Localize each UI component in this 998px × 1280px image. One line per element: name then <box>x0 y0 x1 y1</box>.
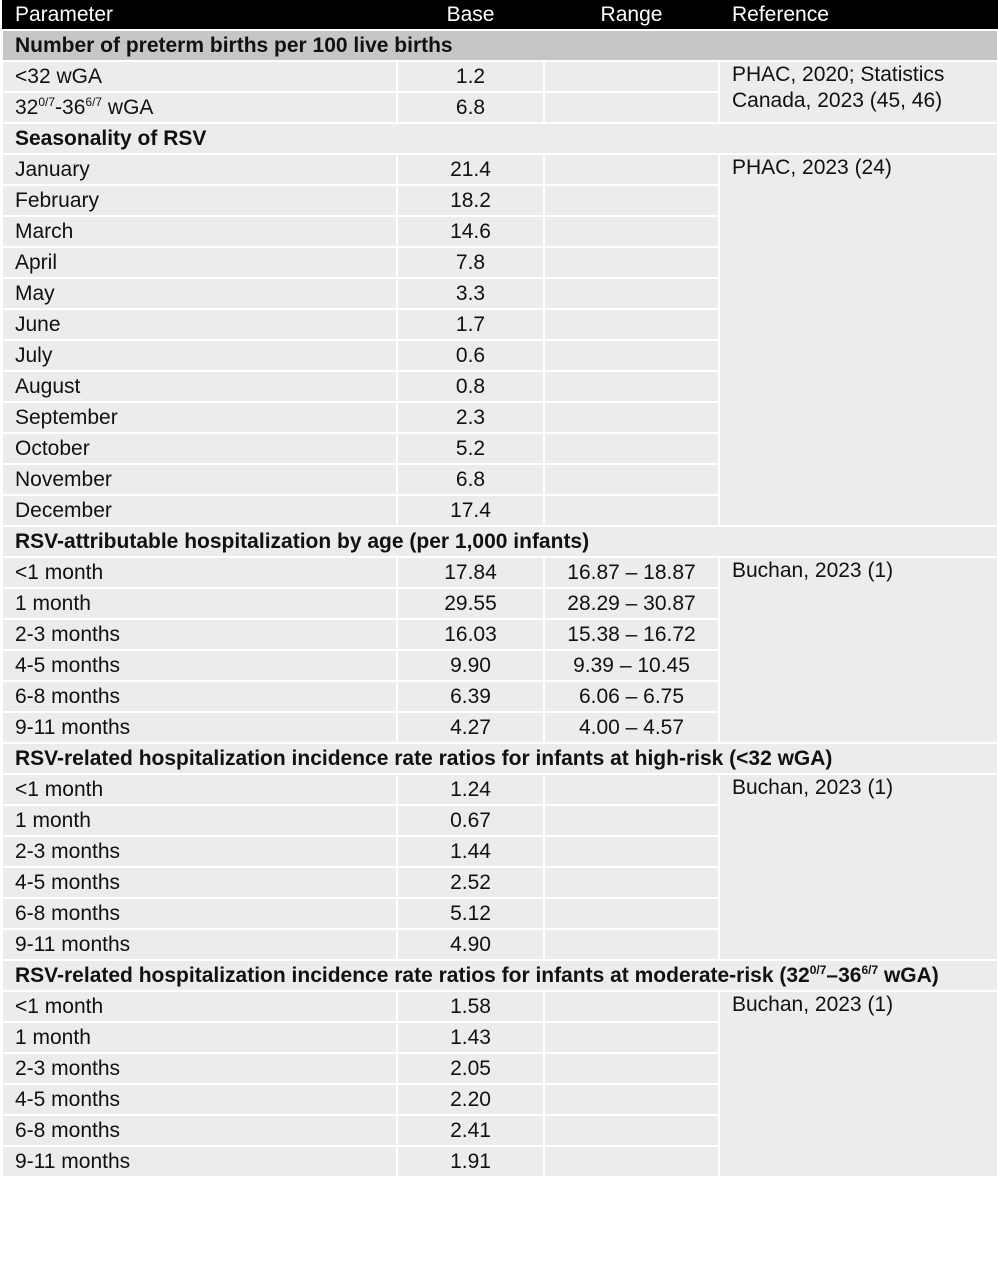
section-title: Number of preterm births per 100 live births <box>2 30 998 61</box>
table-header-row <box>2 0 998 30</box>
row-base: 0.8 <box>397 371 544 402</box>
row-label: 4-5 months <box>2 867 397 898</box>
row-reference: Buchan, 2023 (1) <box>719 557 998 743</box>
row-label: <32 wGA <box>2 61 397 92</box>
row-base: 0.6 <box>397 340 544 371</box>
row-range <box>544 371 719 402</box>
row-label: 2-3 months <box>2 836 397 867</box>
row-range <box>544 216 719 247</box>
section-preterm <box>2 30 998 61</box>
row-base: 1.2 <box>397 61 544 92</box>
row-label: December <box>2 495 397 526</box>
row-label: $32^{0/7}-36^{6/7}$ wGA <box>2 92 397 123</box>
row-base: 6.8 <box>397 92 544 123</box>
row-label: February <box>2 185 397 216</box>
table-row <box>2 774 998 805</box>
row-label: 4-5 months <box>2 1084 397 1115</box>
row-base: 1.44 <box>397 836 544 867</box>
row-range <box>544 309 719 340</box>
row-label: <1 month <box>2 774 397 805</box>
section-title: RSV-related hospitalization incidence rate ratios for infants at high-risk (<32 wGA) <box>2 743 998 774</box>
header-range: Range <box>544 0 719 30</box>
row-range <box>544 1115 719 1146</box>
row-range <box>544 61 719 92</box>
table-row <box>2 991 998 1022</box>
row-range <box>544 774 719 805</box>
row-base: 18.2 <box>397 185 544 216</box>
row-base: 6.39 <box>397 681 544 712</box>
row-range <box>544 1146 719 1177</box>
row-base: 9.90 <box>397 650 544 681</box>
section-high-risk <box>2 743 998 774</box>
row-range <box>544 1022 719 1053</box>
section-moderate-risk <box>2 960 998 991</box>
section-title: Seasonality of RSV <box>2 123 998 154</box>
row-label: 2-3 months <box>2 1053 397 1084</box>
row-label: 1 month <box>2 1022 397 1053</box>
parameters-table <box>1 0 998 1178</box>
row-base: 17.84 <box>397 557 544 588</box>
row-reference: PHAC, 2020; Statistics Canada, 2023 (45, 46) <box>719 61 998 123</box>
row-range: 6.06 – 6.75 <box>544 681 719 712</box>
row-base: 1.7 <box>397 309 544 340</box>
row-base: 2.05 <box>397 1053 544 1084</box>
row-base: 29.55 <box>397 588 544 619</box>
section-title: RSV-attributable hospitalization by age (per 1,000 infants) <box>2 526 998 557</box>
row-range <box>544 278 719 309</box>
row-base: 1.91 <box>397 1146 544 1177</box>
row-base: 1.43 <box>397 1022 544 1053</box>
row-range <box>544 495 719 526</box>
header-base: Base <box>397 0 544 30</box>
row-label: October <box>2 433 397 464</box>
row-base: 5.12 <box>397 898 544 929</box>
row-base: 7.8 <box>397 247 544 278</box>
row-base: 3.3 <box>397 278 544 309</box>
table-row <box>2 557 998 588</box>
row-range <box>544 805 719 836</box>
row-range: 16.87 – 18.87 <box>544 557 719 588</box>
row-range: 9.39 – 10.45 <box>544 650 719 681</box>
section-seasonality <box>2 123 998 154</box>
row-label: 9-11 months <box>2 712 397 743</box>
row-range <box>544 867 719 898</box>
row-range: 4.00 – 4.57 <box>544 712 719 743</box>
row-range <box>544 1084 719 1115</box>
row-base: 17.4 <box>397 495 544 526</box>
row-base: 21.4 <box>397 154 544 185</box>
row-reference: Buchan, 2023 (1) <box>719 774 998 960</box>
row-base: 16.03 <box>397 619 544 650</box>
row-base: 5.2 <box>397 433 544 464</box>
row-range <box>544 247 719 278</box>
row-range <box>544 433 719 464</box>
row-label: 1 month <box>2 805 397 836</box>
row-label: 9-11 months <box>2 929 397 960</box>
row-range <box>544 464 719 495</box>
row-range: 15.38 – 16.72 <box>544 619 719 650</box>
row-label: 2-3 months <box>2 619 397 650</box>
row-range <box>544 340 719 371</box>
table-row <box>2 61 998 92</box>
section-hosp-age <box>2 526 998 557</box>
row-range <box>544 1053 719 1084</box>
header-parameter: Parameter <box>2 0 397 30</box>
row-base: 2.3 <box>397 402 544 433</box>
row-reference: PHAC, 2023 (24) <box>719 154 998 526</box>
row-range <box>544 402 719 433</box>
row-label: August <box>2 371 397 402</box>
row-range <box>544 92 719 123</box>
row-base: 4.27 <box>397 712 544 743</box>
row-range <box>544 185 719 216</box>
header-reference: Reference <box>719 0 998 30</box>
row-label: November <box>2 464 397 495</box>
row-label: January <box>2 154 397 185</box>
row-label: <1 month <box>2 991 397 1022</box>
section-title: RSV-related hospitalization incidence rate ratios for infants at moderate-risk ($32^{0/7}-36^{6/7}$ wGA) <box>2 960 998 991</box>
row-label: <1 month <box>2 557 397 588</box>
row-base: 0.67 <box>397 805 544 836</box>
row-range <box>544 836 719 867</box>
row-base: 4.90 <box>397 929 544 960</box>
row-base: 2.41 <box>397 1115 544 1146</box>
row-label: 9-11 months <box>2 1146 397 1177</box>
row-range <box>544 991 719 1022</box>
row-label: June <box>2 309 397 340</box>
row-label: May <box>2 278 397 309</box>
row-base: 14.6 <box>397 216 544 247</box>
row-base: 1.58 <box>397 991 544 1022</box>
row-label: 6-8 months <box>2 681 397 712</box>
row-base: 6.8 <box>397 464 544 495</box>
row-range <box>544 154 719 185</box>
row-label: September <box>2 402 397 433</box>
row-range <box>544 898 719 929</box>
row-base: 2.20 <box>397 1084 544 1115</box>
row-base: 1.24 <box>397 774 544 805</box>
row-reference: Buchan, 2023 (1) <box>719 991 998 1177</box>
row-label: 1 month <box>2 588 397 619</box>
row-label: April <box>2 247 397 278</box>
row-label: 4-5 months <box>2 650 397 681</box>
row-label: July <box>2 340 397 371</box>
row-range: 28.29 – 30.87 <box>544 588 719 619</box>
table-row <box>2 154 998 185</box>
row-label: March <box>2 216 397 247</box>
row-label: 6-8 months <box>2 898 397 929</box>
row-base: 2.52 <box>397 867 544 898</box>
row-label: 6-8 months <box>2 1115 397 1146</box>
row-range <box>544 929 719 960</box>
